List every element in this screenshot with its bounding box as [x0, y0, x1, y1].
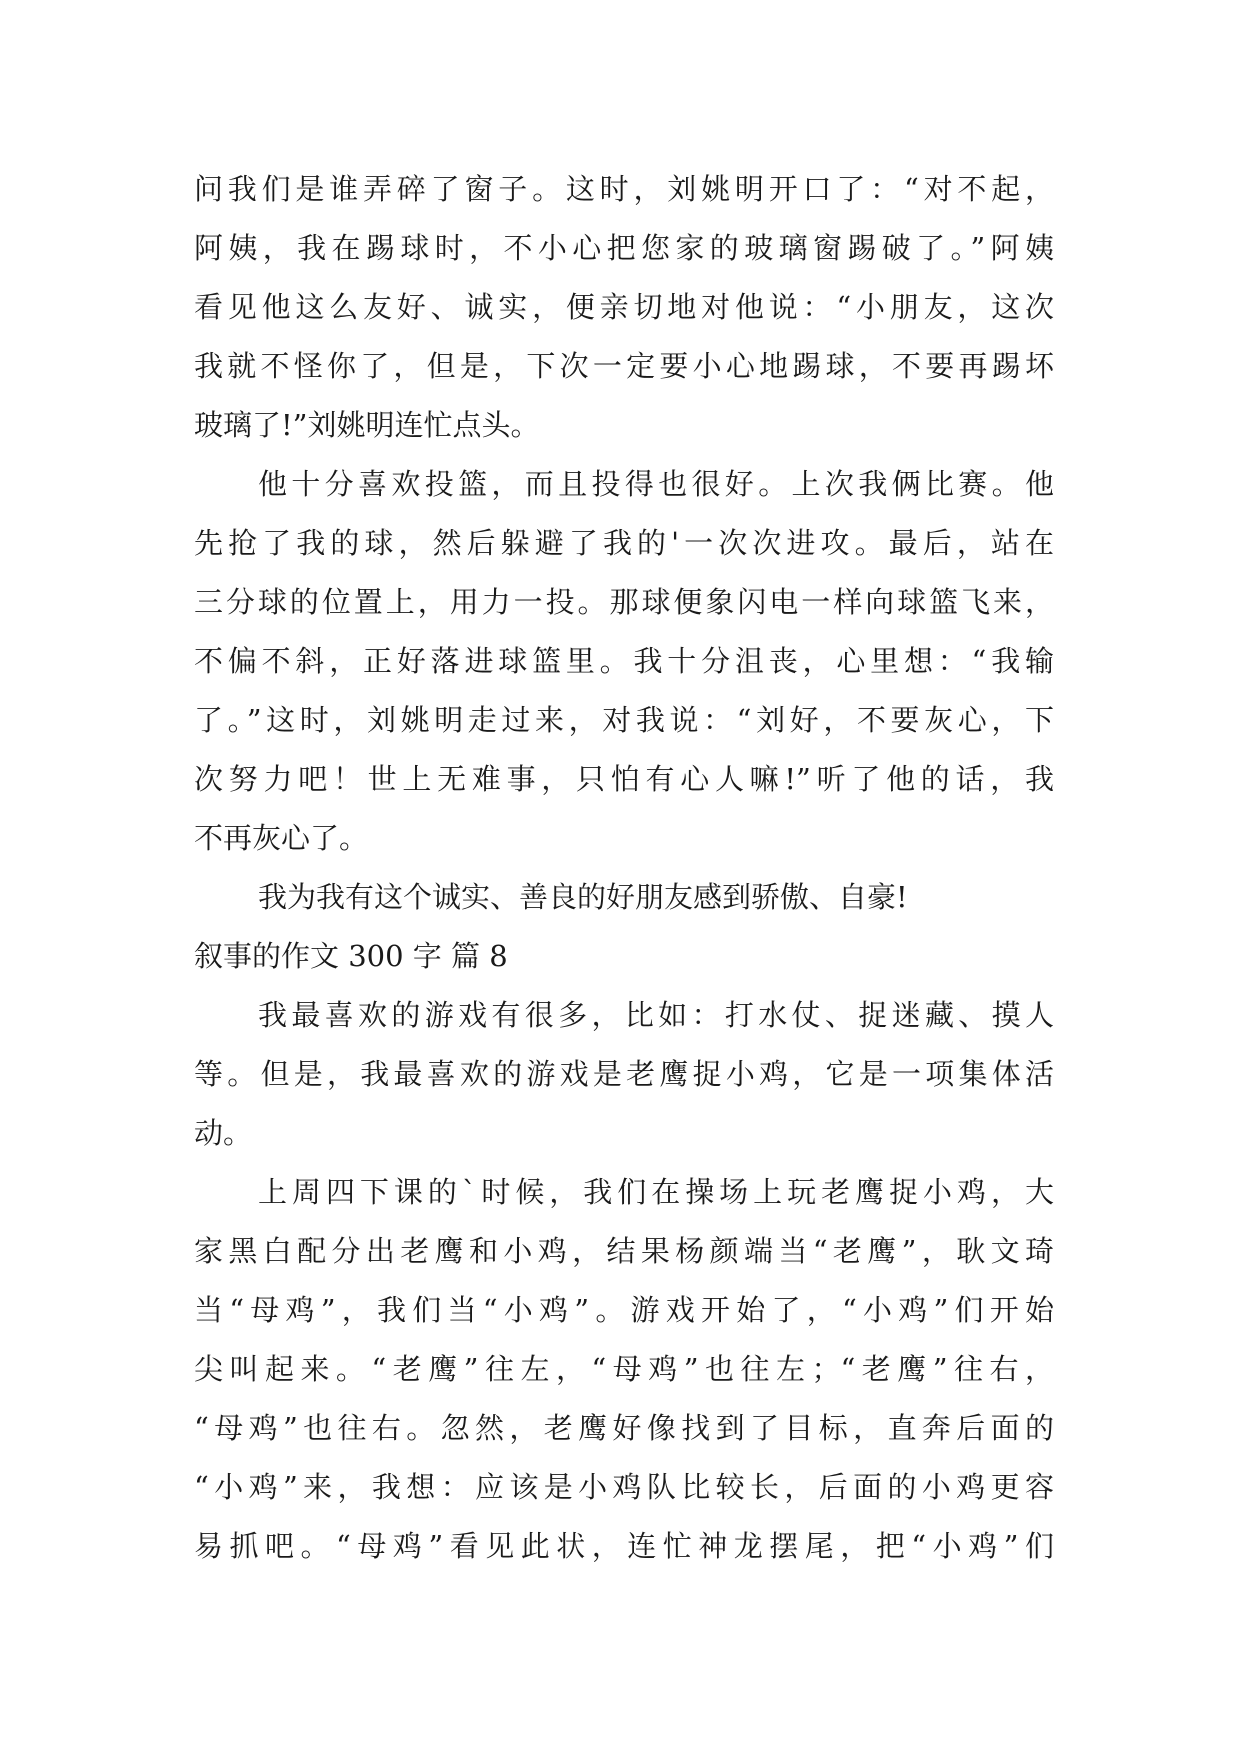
- text-line: 动。: [194, 1116, 253, 1150]
- text-line: 玻璃了!”刘姚明连忙点头。: [194, 408, 540, 442]
- paragraph-first-line: 上周四下课的`时候，我们在操场上玩老鹰捉小鸡，大: [258, 1175, 1054, 1209]
- text-line: 看见他这么友好、诚实，便亲切地对他说：“小朋友，这次: [194, 290, 1054, 324]
- text-line: 问我们是谁弄碎了窗子。这时，刘姚明开口了：“对不起，: [194, 172, 1054, 206]
- text-line: “小鸡”来，我想：应该是小鸡队比较长，后面的小鸡更容: [194, 1470, 1054, 1504]
- text-line: 不偏不斜，正好落进球篮里。我十分沮丧，心里想：“我输: [194, 644, 1054, 678]
- text-line: 三分球的位置上，用力一投。那球便象闪电一样向球篮飞来，: [194, 585, 1054, 619]
- text-line: 先抢了我的球，然后躲避了我的'一次次进攻。最后，站在: [194, 526, 1054, 560]
- text-line: “母鸡”也往右。忽然，老鹰好像找到了目标，直奔后面的: [194, 1411, 1054, 1445]
- text-line: 不再灰心了。: [194, 821, 369, 855]
- paragraph-first-line: 我最喜欢的游戏有很多，比如：打水仗、捉迷藏、摸人: [258, 998, 1054, 1032]
- paragraph-first-line: 他十分喜欢投篮，而且投得也很好。上次我俩比赛。他: [258, 467, 1054, 501]
- text-line: 家黑白配分出老鹰和小鸡，结果杨颜端当“老鹰”，耿文琦: [194, 1234, 1054, 1268]
- section-heading: 叙事的作文 300 字 篇 8: [194, 939, 508, 973]
- text-line: 阿姨，我在踢球时，不小心把您家的玻璃窗踢破了。”阿姨: [194, 231, 1054, 265]
- text-line: 次努力吧！世上无难事，只怕有心人嘛!”听了他的话，我: [194, 762, 1054, 796]
- text-line: 我就不怪你了，但是，下次一定要小心地踢球，不要再踢坏: [194, 349, 1054, 383]
- text-line: 等。但是，我最喜欢的游戏是老鹰捉小鸡，它是一项集体活: [194, 1057, 1054, 1091]
- text-line: 了。”这时，刘姚明走过来，对我说：“刘好，不要灰心，下: [194, 703, 1054, 737]
- text-line: 尖叫起来。“老鹰”往左，“母鸡”也往左；“老鹰”往右，: [194, 1352, 1054, 1386]
- text-line: 当“母鸡”，我们当“小鸡”。游戏开始了，“小鸡”们开始: [194, 1293, 1054, 1327]
- essay-text-block: [194, 160, 1054, 1576]
- text-line: 易抓吧。“母鸡”看见此状，连忙神龙摆尾，把“小鸡”们: [194, 1529, 1054, 1563]
- paragraph-first-line: 我为我有这个诚实、善良的好朋友感到骄傲、自豪!: [258, 880, 908, 914]
